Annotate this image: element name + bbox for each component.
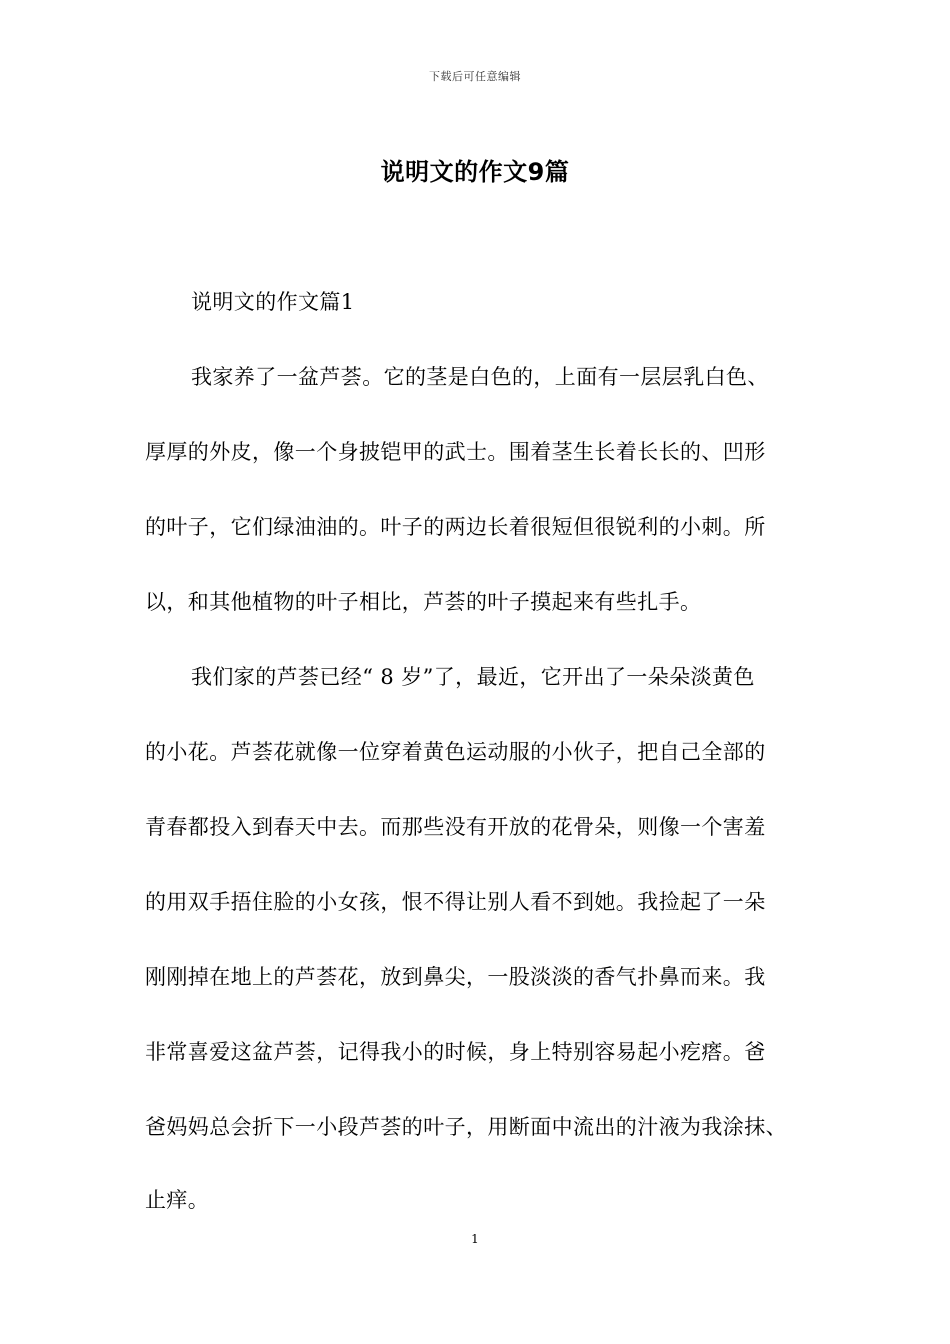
paragraph-2-line-8: 止痒。 xyxy=(145,1188,210,1212)
paragraph-1-line-2: 厚厚的外皮，像一个身披铠甲的武士。围着茎生长着长长的、凹形 xyxy=(145,440,766,464)
paragraph-2-line-5: 刚刚掉在地上的芦荟花，放到鼻尖，一股淡淡的香气扑鼻而来。我 xyxy=(145,965,766,989)
paragraph-2-line-4: 的用双手捂住脸的小女孩，恨不得让别人看不到她。我捡起了一朵 xyxy=(145,890,766,914)
paragraph-2-line-7: 爸妈妈总会折下一小段芦荟的叶子，用断面中流出的汁液为我涂抹、 xyxy=(145,1115,787,1139)
section-heading: 说明文的作文篇1 xyxy=(191,290,355,314)
paragraph-2-line-2: 的小花。芦荟花就像一位穿着黄色运动服的小伙子，把自己全部的 xyxy=(145,740,766,764)
paragraph-1-line-3: 的叶子，它们绿油油的。叶子的两边长着很短但很锐利的小刺。所 xyxy=(145,515,766,539)
paragraph-2-line-1: 我们家的芦荟已经“ 8 岁”了，最近，它开出了一朵朵淡黄色 xyxy=(191,665,755,689)
paragraph-1-line-1: 我家养了一盆芦荟。它的茎是白色的，上面有一层层乳白色、 xyxy=(191,365,769,389)
paragraph-2-line-6: 非常喜爱这盆芦荟，记得我小的时候，身上特别容易起小疙瘩。爸 xyxy=(145,1040,766,1064)
page-number: 1 xyxy=(471,1232,479,1246)
header-note: 下载后可任意编辑 xyxy=(429,70,521,83)
document-title: 说明文的作文9篇 xyxy=(380,158,570,186)
paragraph-1-line-4: 以，和其他植物的叶子相比，芦荟的叶子摸起来有些扎手。 xyxy=(145,590,702,614)
paragraph-2-line-3: 青春都投入到春天中去。而那些没有开放的花骨朵，则像一个害羞 xyxy=(145,815,766,839)
